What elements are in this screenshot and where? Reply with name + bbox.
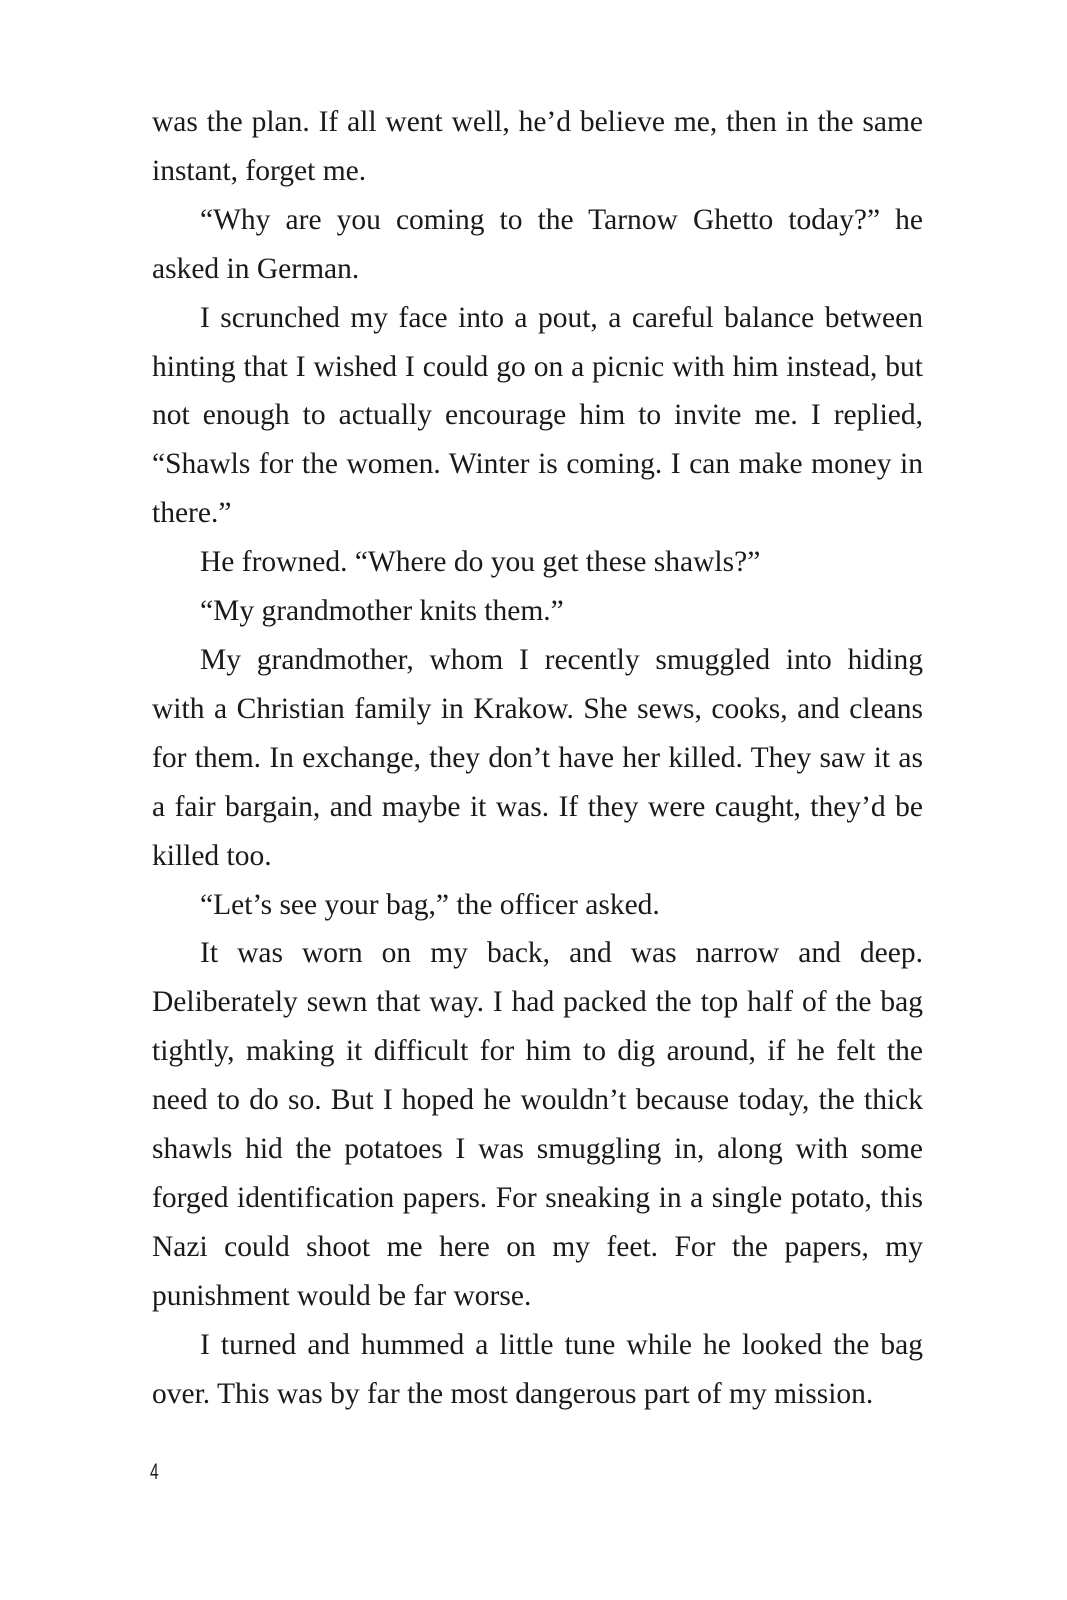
paragraph: “Why are you coming to the Tarnow Ghetto today?” he asked in German. bbox=[152, 203, 923, 285]
page-body bbox=[152, 98, 923, 1418]
paragraph: It was worn on my back, and was narrow and deep. Deliberately sewn that way. I had packed the top half of the bag tightly, making it difficult for him to dig around, if he felt the need to do so. But I hoped he wouldn’t because today, the thick shawls hid the potatoes I was smuggling in, along with some forged identification papers. For sneaking in a single potato, this Nazi could shoot me here on my feet. For the papers, my punishment would be far worse. bbox=[152, 937, 923, 1312]
paragraph-continuation: was the plan. If all went well, he’d believe me, then in the same instant, forget me. bbox=[152, 106, 923, 187]
paragraph: I turned and hummed a little tune while he looked the bag over. This was by far the most dangerous part of my mission. bbox=[152, 1328, 923, 1410]
paragraph: He frowned. “Where do you get these shawls?” bbox=[200, 546, 761, 579]
paragraph: I scrunched my face into a pout, a careful balance between hinting that I wished I could go on a picnic with him instead, but not enough to actually encourage him to invite me. I replied, “Shawls for the women. Winter is coming. I can make money in there.” bbox=[152, 301, 923, 530]
paragraph: “My grandmother knits them.” bbox=[200, 595, 564, 628]
page-number: 4 bbox=[150, 1459, 159, 1484]
paragraph: My grandmother, whom I recently smuggled into hiding with a Christian family in Krakow. She sews, cooks, and cleans for them. In exchange, they don’t have her killed. They saw it as a fair bargain, and maybe it was. If they were caught, they’d be killed too. bbox=[152, 643, 923, 872]
paragraph: “Let’s see your bag,” the officer asked. bbox=[200, 888, 660, 921]
